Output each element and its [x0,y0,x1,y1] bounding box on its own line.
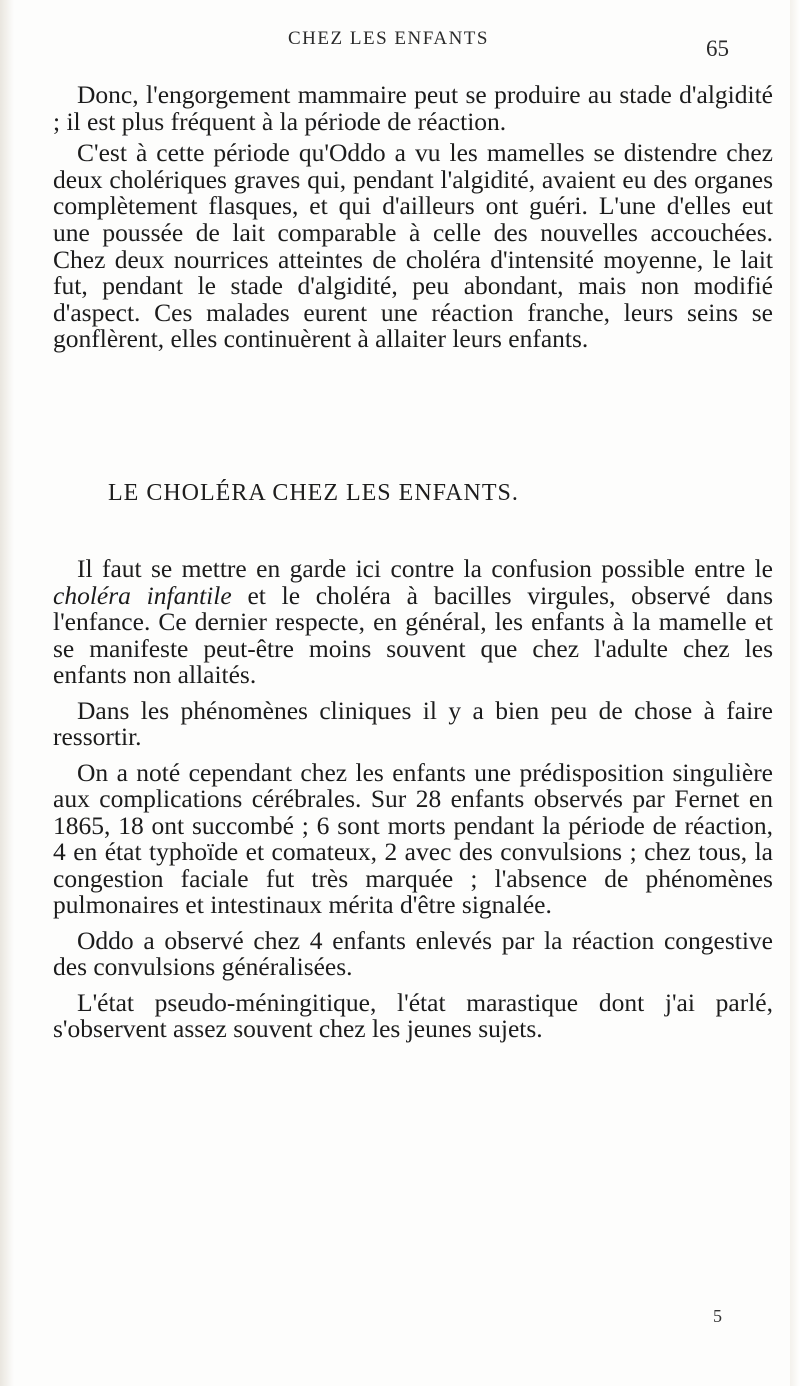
page-number: 65 [706,36,729,61]
running-head: CHEZ LES ENFANTS [288,28,489,49]
intro-text [53,82,773,358]
paragraph: On a noté cependant chez les enfants une prédisposition singulière aux complications cérébrales. Sur 28 enfants observés par Fernet en 1865, 18 ont succombé ; 6 sont morts pendant la période de réaction, 4 en état typhoïde et comateux, 2 avec des convulsions ; chez tous, la congestion faciale fut très marquée ; l'absence de phénomènes pulmonaires et intestinaux mérita d'être signalée. [53,757,773,919]
printer-signature: 5 [713,1306,722,1326]
paragraph: Oddo a observé chez 4 enfants enlevés par la réaction congestive des convulsions généralisées. [53,925,773,981]
paragraph [53,556,773,689]
paragraph: C'est à cette période qu'Oddo a vu les mamelles se distendre chez deux cholériques graves qui, pendant l'algidité, avaient eu des organes complètement flasques, et qui d'ailleurs ont guéri. L'une d'elles eut une poussée de lait comparable à celle des nouvelles accouchées. Chez deux nourrices atteintes de choléra d'intensité moyenne, le lait fut, pendant le stade d'algidité, peu abondant, mais non modifié d'aspect. Ces malades eurent une réaction franche, leurs seins se gonflèrent, elles continuèrent à allaiter leurs enfants. [53,138,773,354]
italic-term: choléra infantile [53,580,232,610]
text-run: et le choléra à bacilles virgules, observé dans l'enfance. Ce dernier respecte, en général, les enfants à la mamelle et se manifeste peut-être moins souvent que chez l'adulte chez les enfants non allaités. [53,580,773,689]
paragraph: L'état pseudo-méningitique, l'état marastique dont j'ai parlé, s'observent assez souvent chez les jeunes sujets. [53,987,773,1043]
page-edge [790,0,800,1386]
section-title: LE CHOLÉRA CHEZ LES ENFANTS. [108,480,519,506]
page-gutter-shadow [0,0,14,1386]
section-text [53,556,773,1052]
text-run: Il faut se mettre en garde ici contre la confusion possible entre le [77,554,773,583]
paragraph: Dans les phénomènes cliniques il y a bien peu de chose à faire ressortir. [53,695,773,751]
paragraph: Donc, l'engorgement mammaire peut se produire au stade d'algidité ; il est plus fréquent à la période de réaction. [53,80,773,136]
